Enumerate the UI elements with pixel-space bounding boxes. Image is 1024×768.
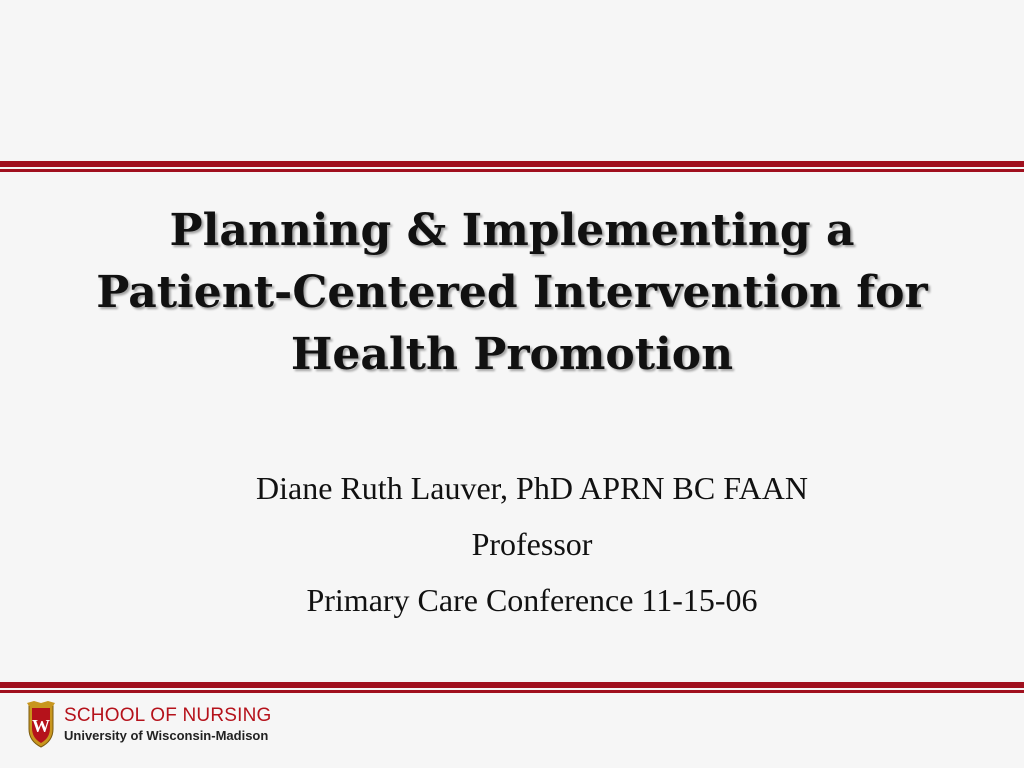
university-name: University of Wisconsin-Madison: [64, 728, 269, 743]
slide-subtitle: [80, 460, 984, 628]
school-name: SCHOOL OF NURSING: [64, 705, 272, 726]
slide-title: [0, 200, 1024, 386]
title-line: Health Promotion: [290, 329, 734, 380]
top-divider: [0, 161, 1024, 172]
role-line: Professor: [471, 526, 593, 562]
school-logo: [26, 700, 272, 750]
title-line: Patient-Centered Intervention for: [96, 267, 928, 318]
author-line: Diane Ruth Lauver, PhD APRN BC FAAN: [256, 470, 808, 506]
bottom-divider: [0, 682, 1024, 693]
title-line: Planning & Implementing a: [169, 205, 855, 256]
crest-letter: W: [32, 716, 50, 736]
event-line: Primary Care Conference 11-15-06: [306, 582, 758, 618]
crest-icon: [26, 701, 56, 749]
